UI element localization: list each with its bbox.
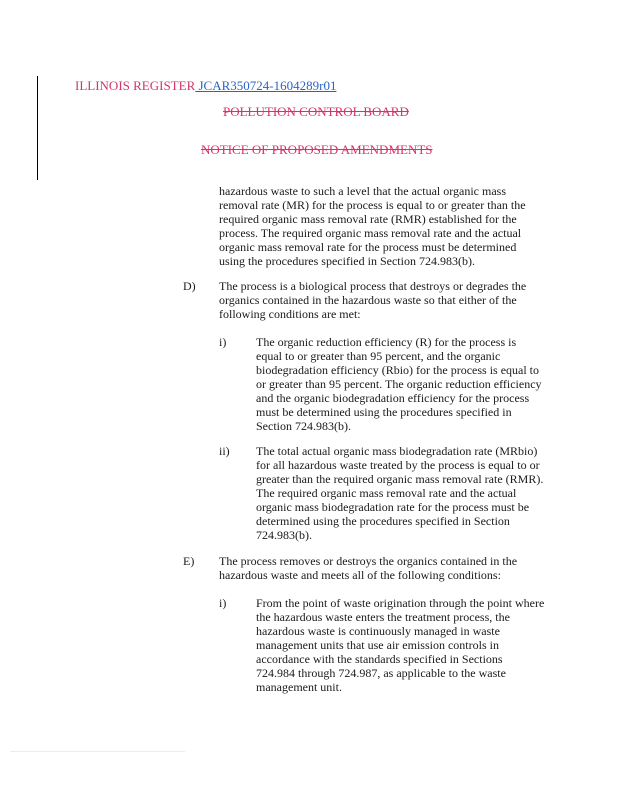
item-E-label: E) [183, 554, 195, 568]
item-E-text: The process removes or destroys the organics contained in the hazardous waste and meets all of the following conditions: [219, 554, 518, 582]
register-title: ILLINOIS REGISTER [75, 78, 196, 93]
register-header [75, 78, 336, 94]
board-title: POLLUTION CONTROL BOARD [223, 104, 409, 119]
item-D-ii-label: ii) [219, 444, 230, 458]
item-E-i-label: i) [219, 596, 227, 610]
change-bar [37, 76, 38, 180]
item-D-i-label: i) [219, 335, 227, 349]
jcar-reference-text: JCAR350724-1604289r01 [198, 78, 337, 93]
continuation-paragraph: hazardous waste to such a level that the actual organic mass removal rate (MR) for the process is equal to or greater than the required organic mass removal rate (RMR) established for the process. The required organic mass removal rate and the actual organic mass removal rate for the process must be determined using the procedures specified in Section 724.983(b). [219, 184, 526, 268]
item-D-ii-text: The total actual organic mass biodegradation rate (MRbio) for all hazardous waste treated by the process is equal to or greater than the required organic mass removal rate (RMR). The required organic mass removal rate and the actual organic mass biodegradation rate for the process must be determined using the procedures specified in Section 724.983(b). [256, 444, 544, 542]
item-E-i-text: From the point of waste origination through the point where the hazardous waste enters the treatment process, the hazardous waste is continuously managed in waste management units that use air emission controls in accordance with the standards specified in Sections 724.984 through 724.987, as applicable to the waste management unit. [256, 596, 545, 694]
jcar-reference [195, 78, 336, 93]
item-D-text: The process is a biological process that destroys or degrades the organics contained in the hazardous waste so that either of the following conditions are met: [219, 279, 527, 321]
footer-rule [10, 751, 185, 752]
item-D-i-text: The organic reduction efficiency (R) for the process is equal to or greater than 95 percent, and the organic biodegradation efficiency (Rbio) for the process is equal to or greater than 95 percent. The organic reduction efficiency and the organic biodegradation efficiency for the process must be determined using the procedures specified in Section 724.983(b). [256, 335, 542, 433]
item-D-label: D) [183, 279, 196, 293]
notice-title: NOTICE OF PROPOSED AMENDMENTS [201, 142, 433, 157]
